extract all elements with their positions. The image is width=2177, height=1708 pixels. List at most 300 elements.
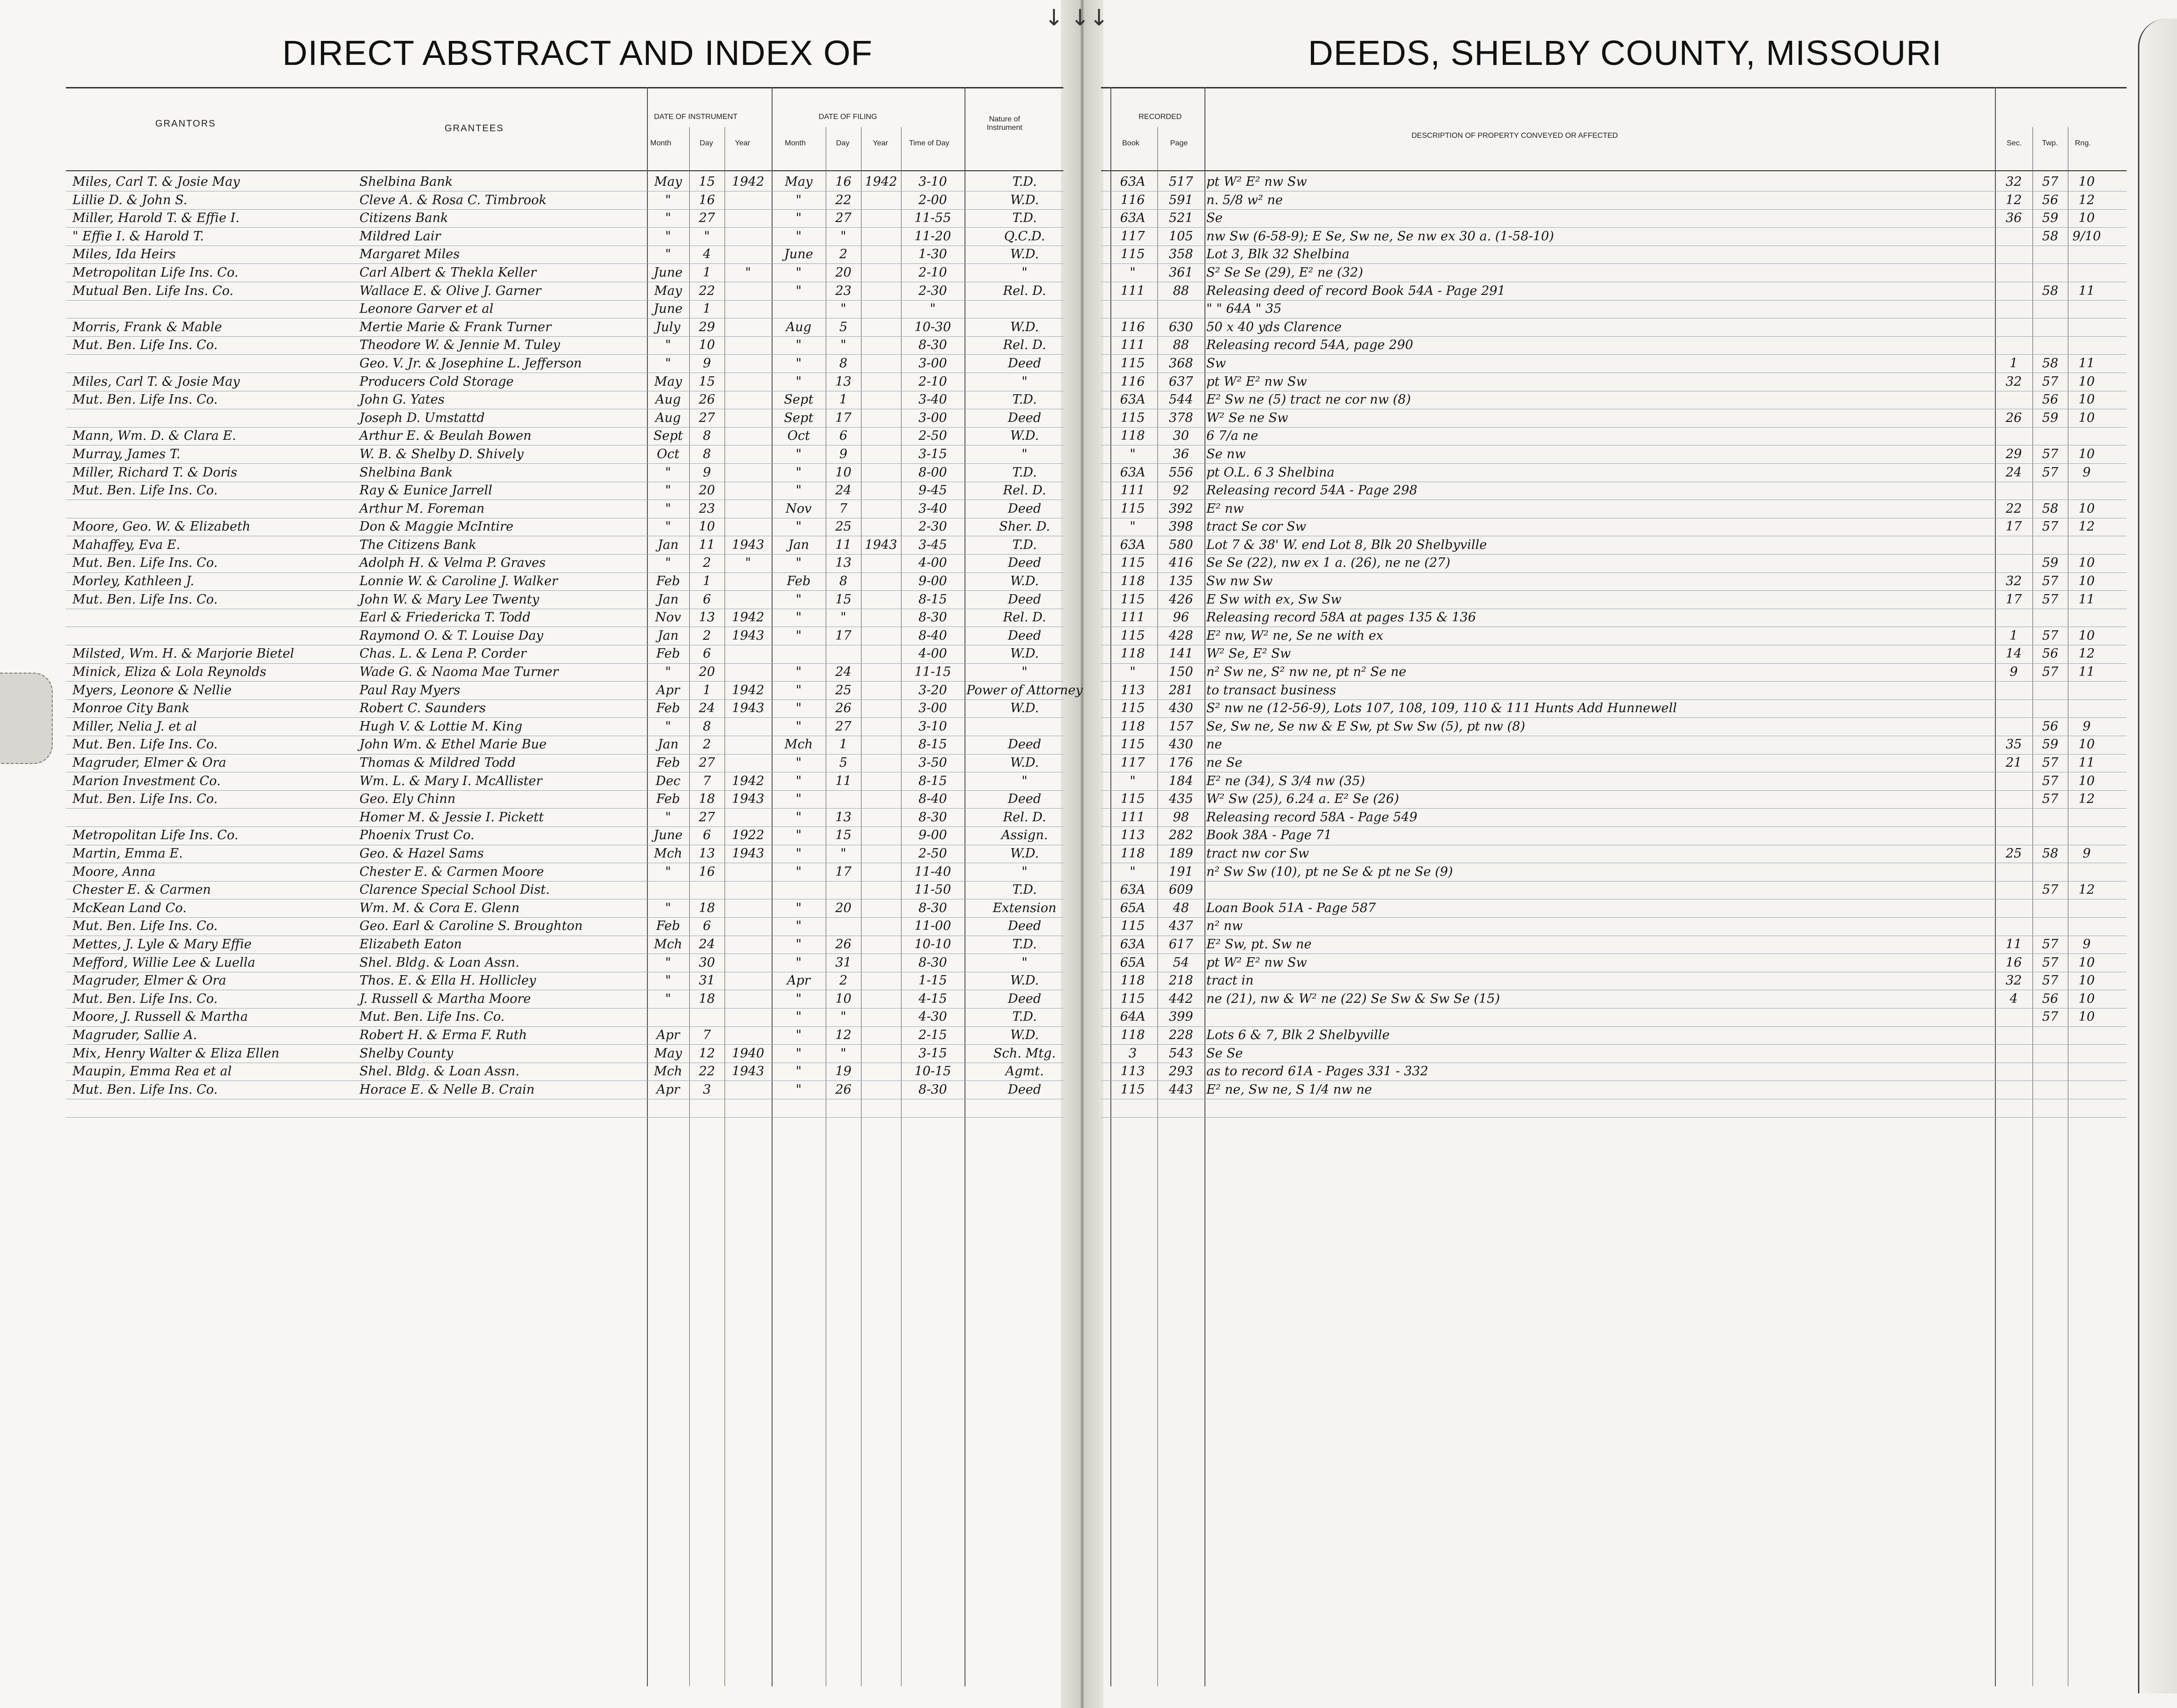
ledger-rule [1101,554,2127,555]
ledger-row [71,899,1085,918]
sec-cell [1995,264,2033,282]
ledger-rule [66,263,1063,264]
grantee-cell: Elizabeth Eaton [359,937,462,952]
twp-cell [2033,917,2068,936]
book-cell: " [1130,665,1136,680]
instrument-year-cell [725,246,772,264]
sec-cell: 36 [2005,211,2022,226]
sec-cell [1995,246,2033,264]
description-cell [1204,881,1995,899]
rng-cell: 12 [2078,519,2095,534]
twp-cell: 59 [2042,410,2058,425]
instrument-day-cell: 18 [699,792,715,807]
page-cell: 630 [1169,319,1193,334]
grantor-cell [71,409,358,428]
nature-cell: Deed [1008,919,1042,934]
instrument-year-cell [725,1026,772,1045]
left-page-title: DIRECT ABSTRACT AND INDEX OF [282,33,873,72]
filing-month-cell: " [796,955,802,970]
page-cell: 157 [1169,719,1193,734]
filing-day-cell: 17 [835,628,852,643]
grantee-cell: Don & Maggie McIntire [359,519,514,534]
grantee-cell: Shelby County [359,1046,454,1061]
instrument-year-cell: " [745,265,751,280]
grantor-cell: Metropolitan Life Ins. Co. [72,265,239,280]
filing-day-cell [826,790,861,809]
ledger-row [71,536,1085,555]
filing-month-cell: June [784,247,813,262]
filing-year-cell [861,1045,901,1063]
ledger-row [71,355,1085,373]
nature-cell: Sch. Mtg. [993,1046,1056,1061]
book-cell: 118 [1120,574,1145,589]
description-cell: ne (21), nw & W² ne (22) Se Sw & Sw Se (15) [1206,991,1500,1006]
book-cell: 64A [1120,1009,1146,1025]
grantor-cell: Moore, Anna [72,864,156,879]
instrument-year-cell: 1943 [732,792,765,807]
page-heading: Page [1170,139,1188,147]
twp-cell: 56 [2042,646,2058,661]
ledger-row [1108,191,2105,210]
filing-time-cell: 3-40 [918,501,947,516]
instrument-day-cell: 2 [702,556,711,571]
grantee-cell: Geo. & Hazel Sams [359,846,484,861]
instrument-day-cell: 16 [699,864,715,879]
book-cell: 111 [1120,338,1145,353]
grantee-cell: Cleve A. & Rosa C. Timbrook [359,192,547,207]
page-cell: 54 [1172,955,1189,970]
filing-time-cell: 2-50 [918,846,947,861]
nature-cell: Rel. D. [1003,810,1046,825]
instrument-month-cell: " [665,556,671,571]
filing-day-cell: " [840,610,846,625]
ledger-row [71,282,1085,301]
instrument-year-cell [725,336,772,355]
sec-cell [1995,1081,2033,1099]
ledger-rule [1101,917,2127,918]
instrument-month-cell: " [665,810,671,825]
book-cell: 116 [1120,192,1145,207]
ledger-rule [1101,1117,2127,1118]
filing-month-cell: " [796,810,802,825]
filing-month-cell: " [796,1064,802,1079]
page-cell: 378 [1169,410,1193,425]
filing-time-cell: 3-45 [918,537,947,552]
page-cell: 430 [1169,701,1193,716]
book-cell: 63A [1120,537,1146,552]
description-cell: Se, Sw ne, Se nw & E Sw, pt Sw Sw (5), pt nw (8) [1206,719,1525,734]
ledger-rule [66,808,1063,809]
description-cell [1204,1008,1995,1026]
grantee-cell: Mut. Ben. Life Ins. Co. [359,1009,505,1025]
page-cell: 543 [1169,1046,1193,1061]
twp-cell [2033,1026,2068,1045]
description-cell: ne [1206,737,1222,752]
instrument-year-cell [725,917,772,936]
sec-cell: 4 [2010,991,2018,1006]
filing-month-cell: " [796,483,802,498]
filing-time-cell: 2-10 [918,374,947,389]
page-cell: 176 [1169,755,1193,770]
grantee-cell: Hugh V. & Lottie M. King [359,719,523,734]
rng-cell [2068,1081,2105,1099]
filing-day-cell: 27 [835,211,852,226]
nature-cell: Deed [1008,410,1042,425]
sec-cell: 17 [2005,592,2022,607]
page-cell: 281 [1169,683,1193,698]
filing-month-cell: " [796,701,802,716]
twp-cell: 57 [2042,574,2058,589]
instrument-day-cell: 6 [702,646,711,661]
grantee-cell: Robert H. & Erma F. Ruth [359,1027,527,1042]
twp-cell [2033,826,2068,845]
grantee-cell: Horace E. & Nelle B. Crain [359,1082,535,1097]
ledger-row [71,881,1085,899]
instrument-year-cell [725,591,772,609]
filing-month-cell: " [796,1009,802,1025]
ledger-row [71,790,1085,809]
instrument-year-cell: 1942 [732,175,765,189]
description-cell: E² Sw ne (5) tract ne cor nw (8) [1206,392,1411,407]
instrument-month-cell: Apr [656,1082,680,1097]
filing-year-cell [861,663,901,682]
grantor-cell: Mut. Ben. Life Ins. Co. [72,483,218,498]
ledger-row [1108,809,2105,827]
instrument-day-cell: 4 [702,247,711,262]
grantor-cell: Milsted, Wm. H. & Marjorie Bietel [72,646,295,661]
ledger-row [1108,409,2105,428]
ledger-row [1108,682,2105,700]
filing-year-cell [861,355,901,373]
book-cell: 111 [1120,283,1145,298]
instrument-year-cell: 1943 [732,1064,765,1079]
sec-cell [1995,772,2033,791]
ledger-row [71,645,1085,663]
book-cell: 65A [1120,900,1146,915]
nature-cell: " [1021,446,1028,461]
instrument-month-cell: " [665,483,671,498]
twp-cell [2033,809,2068,827]
sec-cell [1995,228,2033,246]
instrument-day-cell: 13 [699,610,715,625]
filing-year-cell [861,300,901,318]
grantee-cell: Phoenix Trust Co. [359,828,475,843]
twp-cell: 59 [2042,737,2058,752]
rng-cell [2068,699,2105,718]
page-cell: 96 [1172,610,1189,625]
page-cell: 88 [1172,283,1189,298]
twp-cell: 59 [2042,211,2058,226]
grantee-cell: Robert C. Saunders [359,701,486,716]
nature-cell: Deed [1008,792,1042,807]
filing-time-cell: 8-15 [918,592,947,607]
instrument-day-cell: 7 [702,773,711,788]
grantee-cell: The Citizens Bank [359,537,477,552]
filing-day-cell: 11 [835,773,852,788]
ledger-rule [66,227,1063,228]
grantor-cell: Mut. Ben. Life Ins. Co. [72,392,218,407]
grantee-cell: Carl Albert & Thekla Keller [359,265,536,280]
instrument-day-cell: 22 [699,283,715,298]
filing-time-cell: 2-30 [918,519,947,534]
twp-cell [2033,1081,2068,1099]
filing-year-cell [861,445,901,464]
ledger-row [1108,845,2105,863]
grantor-cell: Mut. Ben. Life Ins. Co. [72,338,218,353]
ledger-rule [66,717,1063,718]
book-heading: Book [1122,139,1140,147]
nature-cell: T.D. [1012,882,1037,898]
ledger-row [1108,228,2105,246]
rng-cell [2068,609,2105,627]
instrument-month-cell: Feb [656,574,680,589]
ledger-rule [66,917,1063,918]
rng-cell: 12 [2078,192,2095,207]
description-cell: Sw nw Sw [1206,574,1273,589]
ledger-row [1108,209,2105,228]
twp-cell [2033,536,2068,555]
filing-day-cell: 1 [839,737,848,752]
filing-time-cell: 9-00 [918,574,947,589]
filing-month-cell: " [796,846,802,861]
instrument-month-cell: Sept [653,429,683,444]
ledger-row [71,191,1085,210]
rng-cell: 10 [2078,773,2095,788]
nature-cell: W.D. [1010,192,1039,207]
rng-cell: 11 [2078,356,2095,371]
sec-cell: 12 [2005,192,2022,207]
rng-cell [2068,899,2105,918]
rng-cell: 10 [2078,211,2095,226]
grantee-cell: Theodore W. & Jennie M. Tuley [359,338,560,353]
filing-year-cell [861,391,901,409]
grantee-cell: John W. & Mary Lee Twenty [359,592,539,607]
ledger-row [1108,936,2105,954]
grantor-cell: Mut. Ben. Life Ins. Co. [72,991,218,1006]
ledger-rule [1101,790,2127,791]
ledger-row [1108,282,2105,301]
nature-cell: Deed [1008,1082,1042,1097]
rng-cell [2068,427,2105,445]
twp-cell: 56 [2042,392,2058,407]
ledger-rule [1101,808,2127,809]
instrument-day-cell: 3 [702,1082,711,1097]
instrument-day-cell: 8 [702,429,711,444]
filing-year-cell [861,282,901,301]
instrument-year-cell [725,936,772,954]
page-cell: 141 [1169,646,1193,661]
filing-month-cell: Sept [784,410,813,425]
ledger-row [71,173,1085,191]
ledger-row [1108,645,2105,663]
nature-cell: Deed [1008,556,1042,571]
book-cell: " [1130,446,1136,461]
filing-year-cell [861,899,901,918]
instrument-month-cell: Apr [656,683,680,698]
filing-time-cell: 4-00 [918,646,947,661]
description-cell: E Sw with ex, Sw Sw [1206,592,1342,607]
filing-year-cell [861,682,901,700]
description-cell: 50 x 40 yds Clarence [1206,319,1342,334]
nature-cell: Agmt. [1005,1064,1044,1079]
filing-year-cell: 1942 [865,175,897,189]
left-header-rule [66,170,1063,171]
ledger-rule [66,427,1063,428]
twp-cell [2033,899,2068,918]
filing-time-cell: 9-00 [918,828,947,843]
nature-cell: " [1021,265,1028,280]
filing-month-cell: " [796,665,802,680]
grantee-cell: Mildred Lair [359,229,441,244]
grantee-cell: Geo. Ely Chinn [359,792,456,807]
filing-day-cell: 13 [835,556,852,571]
ledger-row [1108,572,2105,591]
page-cell: 184 [1169,773,1193,788]
ledger-row [71,990,1085,1009]
filing-month-cell: May [785,175,813,189]
ledger-row [71,1063,1085,1081]
book-cell: 115 [1120,991,1145,1006]
filing-day-cell: 26 [835,1082,852,1097]
rng-cell: 9 [2082,719,2091,734]
grantee-cell: Ray & Eunice Jarrell [359,483,493,498]
filing-year-cell [861,990,901,1009]
book-cell: 118 [1120,1027,1145,1042]
ledger-row [1108,355,2105,373]
instrument-month-cell: " [665,192,671,207]
grantee-cell: John Wm. & Ethel Marie Bue [359,737,547,752]
filing-month-cell: " [796,519,802,534]
ledger-rule [66,554,1063,555]
instrument-month-cell: Mch [654,846,683,861]
nature-cell: T.D. [1012,392,1037,407]
nature-cell: Power of Attorney [966,683,1083,698]
page-cell: 637 [1169,374,1193,389]
grantees-heading: GRANTEES [445,123,504,134]
instrument-day-cell: 27 [699,211,715,226]
book-cell: 115 [1120,792,1145,807]
instrument-day-cell: 1 [702,683,711,698]
filing-year-cell [861,972,901,990]
left-top-rule [66,87,1063,88]
twp-cell: 57 [2042,773,2058,788]
filing-day-cell: 12 [835,1027,852,1042]
ledger-rule [66,1117,1063,1118]
grantee-cell: Adolph H. & Velma P. Graves [359,556,546,571]
sec-cell: 1 [2010,356,2018,371]
description-cell: Se nw [1206,446,1246,461]
sec-cell: 1 [2010,628,2018,643]
instrument-day-cell: 6 [702,828,711,843]
instrument-month-cell: May [654,1046,682,1061]
ledger-rule [1101,1008,2127,1009]
ledger-row [1108,699,2105,718]
description-cell: ne Se [1206,755,1243,770]
ledger-row [71,482,1085,500]
filing-day-cell: 20 [835,265,852,280]
filing-time-cell: 1-15 [918,973,947,988]
page-cell: 426 [1169,592,1193,607]
ledger-rule [66,1080,1063,1081]
ledger-rule [1101,263,2127,264]
rng-cell: 10 [2078,574,2095,589]
binder-tab [0,673,53,764]
ledger-rule [1101,1026,2127,1027]
instrument-month-cell: June [654,265,683,280]
time-heading: Time of Day [909,139,949,147]
ledger-row [1108,336,2105,355]
filing-year-cell: 1943 [865,537,897,552]
grantor-cell: Metropolitan Life Ins. Co. [72,828,239,843]
page-cell: 591 [1169,192,1193,207]
nature-cell [965,718,1085,736]
filing-year-cell [861,1008,901,1026]
instrument-month-cell: " [665,973,671,988]
page-cell: 105 [1169,229,1193,244]
instrument-day-cell: 30 [699,955,715,970]
filing-month-cell: " [796,229,802,244]
filing-month-cell: " [796,1046,802,1061]
book-cell: " [1130,864,1136,879]
book-cell: 113 [1120,1064,1145,1079]
nature-cell: W.D. [1010,574,1039,589]
ledger-rule [1101,681,2127,682]
instrument-day-cell: 9 [702,356,711,371]
ledger-row [71,518,1085,536]
filing-year-cell [861,500,901,518]
right-ledger-table [1108,173,2105,1099]
filing-month-cell: " [796,465,802,480]
twp-cell: 57 [2042,374,2058,389]
twp-cell [2033,682,2068,700]
instrument-day-cell: 27 [699,810,715,825]
instrument-day-cell: " [704,229,710,244]
book-cell: 115 [1120,701,1145,716]
ledger-row [71,718,1085,736]
filing-month-cell: " [796,792,802,807]
filing-month-cell: " [796,773,802,788]
filing-day-cell: " [840,1046,846,1061]
ledger-row [1108,554,2105,572]
page-cell: 428 [1169,628,1193,643]
ledger-row [1108,591,2105,609]
instrument-day-cell: 27 [699,410,715,425]
filing-year-cell [861,191,901,210]
book-cell: 63A [1120,211,1146,226]
ledger-row [71,209,1085,228]
instrument-day-cell: 22 [699,1064,715,1079]
description-cell: Loan Book 51A - Page 587 [1206,900,1376,915]
filing-month-cell: " [796,592,802,607]
instrument-day-cell: 31 [699,973,715,988]
ledger-row [1108,318,2105,337]
ledger-rule [1101,1044,2127,1045]
rng-cell: 12 [2078,882,2095,898]
nature-cell: Q.C.D. [1004,229,1045,244]
filing-month-cell: Feb [787,574,811,589]
filing-day-cell: 17 [835,410,852,425]
ledger-row [1108,445,2105,464]
instrument-month-cell: Feb [656,792,680,807]
filing-month-cell: " [796,446,802,461]
filing-day-cell: 5 [839,755,848,770]
ledger-row [71,609,1085,627]
filing-month-cell: " [796,1082,802,1097]
nature-cell: T.D. [1012,537,1037,552]
filing-month-cell: Nov [785,501,812,516]
sec-cell [1995,1008,2033,1026]
inst-month-heading: Month [650,139,671,147]
